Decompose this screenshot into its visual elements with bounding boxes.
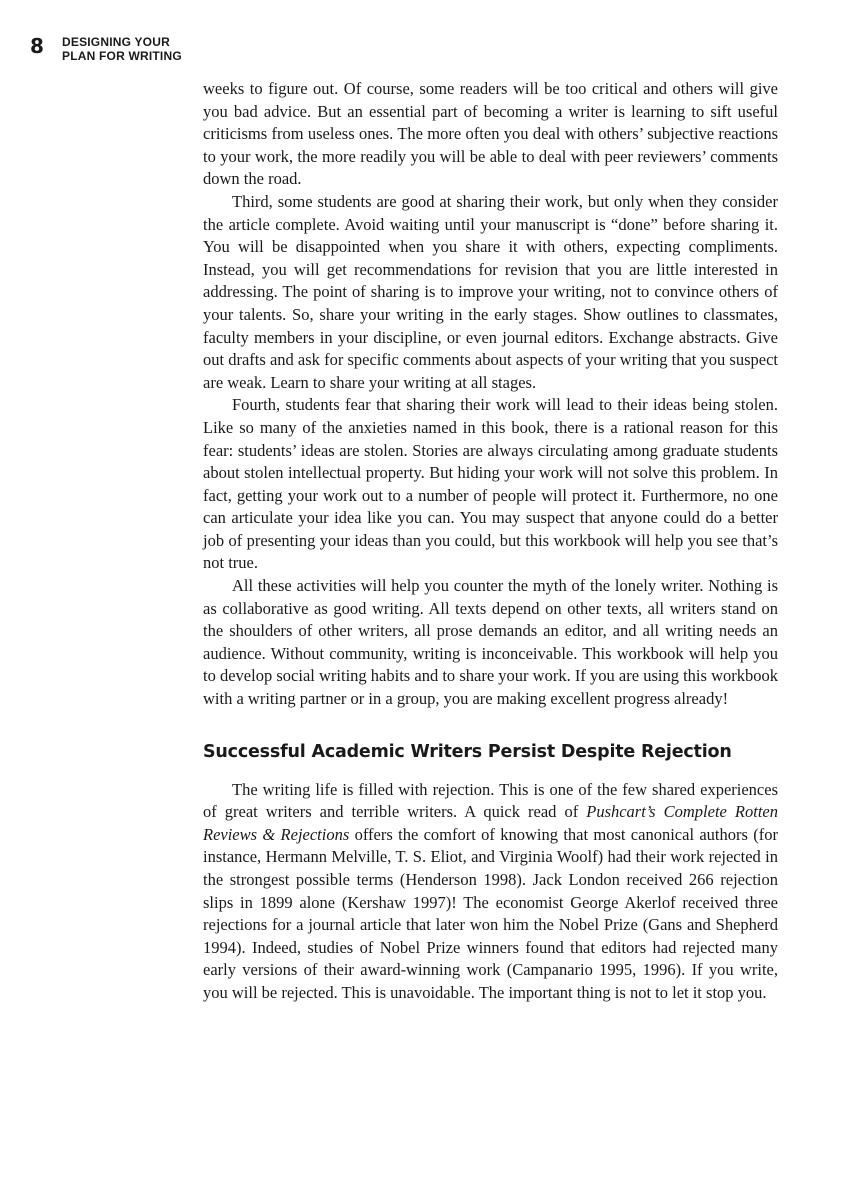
page-number: 8 bbox=[30, 34, 44, 58]
paragraph-rejection-text-2: offers the comfort of knowing that most canonical authors (for instance, Hermann Melville, T. S. Eliot, and Virginia Woolf) had their work rejected in the strongest possible terms (Henderson 1998). Jack London received 266 rejection slips in 1899 alone (Kershaw 1997)! The economist George Akerlof received three rejections for a journal article that later won him the Nobel Prize (Gans and Shepherd 1994). Indeed, studies of Nobel Prize winners found that editors had rejected many early versions of their award-winning work (Campanario 1995, 1996). If you write, you will be rejected. This is unavoidable. The important thing is not to let it stop you. bbox=[203, 824, 778, 1002]
page-body bbox=[203, 78, 778, 1005]
running-head bbox=[62, 35, 182, 63]
running-head-line-2: PLAN FOR WRITING bbox=[62, 49, 182, 63]
paragraph-third-point: Third, some students are good at sharing their work, but only when they consider the article complete. Avoid waiting until your manuscript is “done” before sharing it. You will be disappointed when you share it with others, expecting compliments. Instead, you will get recommendations for revision that you are little interested in addressing. The point of sharing is to improve your writing, not to convince others of your talents. So, share your writing in the early stages. Show outlines to classmates, faculty members in your discipline, or even journal editors. Exchange abstracts. Give out drafts and ask for specific comments about aspects of your writing that you suspect are weak. Learn to share your writing at all stages. bbox=[203, 191, 778, 392]
page-header bbox=[30, 32, 430, 66]
section-heading: Successful Academic Writers Persist Despite Rejection bbox=[203, 741, 732, 762]
running-head-line-1: DESIGNING YOUR bbox=[62, 35, 170, 49]
book-title: Pushcart’s Complete Rotten Reviews & Rejections bbox=[203, 802, 778, 844]
paragraph-rejection bbox=[203, 779, 778, 1005]
paragraph-rejection-text-1: The writing life is filled with rejection. This is one of the few shared experiences of great writers and terrible writers. A quick read of bbox=[203, 779, 778, 822]
paragraph-continued: weeks to figure out. Of course, some readers will be too critical and others will give you bad advice. But an essential part of becoming a writer is learning to sift useful criticisms from useless ones. The more often you deal with others’ subjective reactions to your work, the more readily you will be able to deal with peer reviewers’ comments down the road. bbox=[203, 79, 778, 189]
paragraph-collaboration: All these activities will help you counter the myth of the lonely writer. Nothing is as collaborative as good writing. All texts depend on other texts, all writers stand on the shoulders of other writers, all prose demands an editor, and all writing needs an audience. Without community, writing is inconceivable. This workbook will help you to develop social writing habits and to share your work. If you are using this workbook with a writing partner or in a group, you are making excellent progress already! bbox=[203, 576, 778, 709]
paragraph-fourth-point: Fourth, students fear that sharing their work will lead to their ideas being stolen. Like so many of the anxieties named in this book, there is a rational reason for this fear: students’ ideas are stolen. Stories are always circulating among graduate students about stolen intellectual property. But hiding your work will not solve this problem. In fact, getting your work out to a number of people will protect it. Furthermore, no one can articulate your idea like you can. You may suspect that anyone could do a better job of presenting your ideas than you could, but this workbook will help you see that’s not true. bbox=[203, 395, 778, 573]
